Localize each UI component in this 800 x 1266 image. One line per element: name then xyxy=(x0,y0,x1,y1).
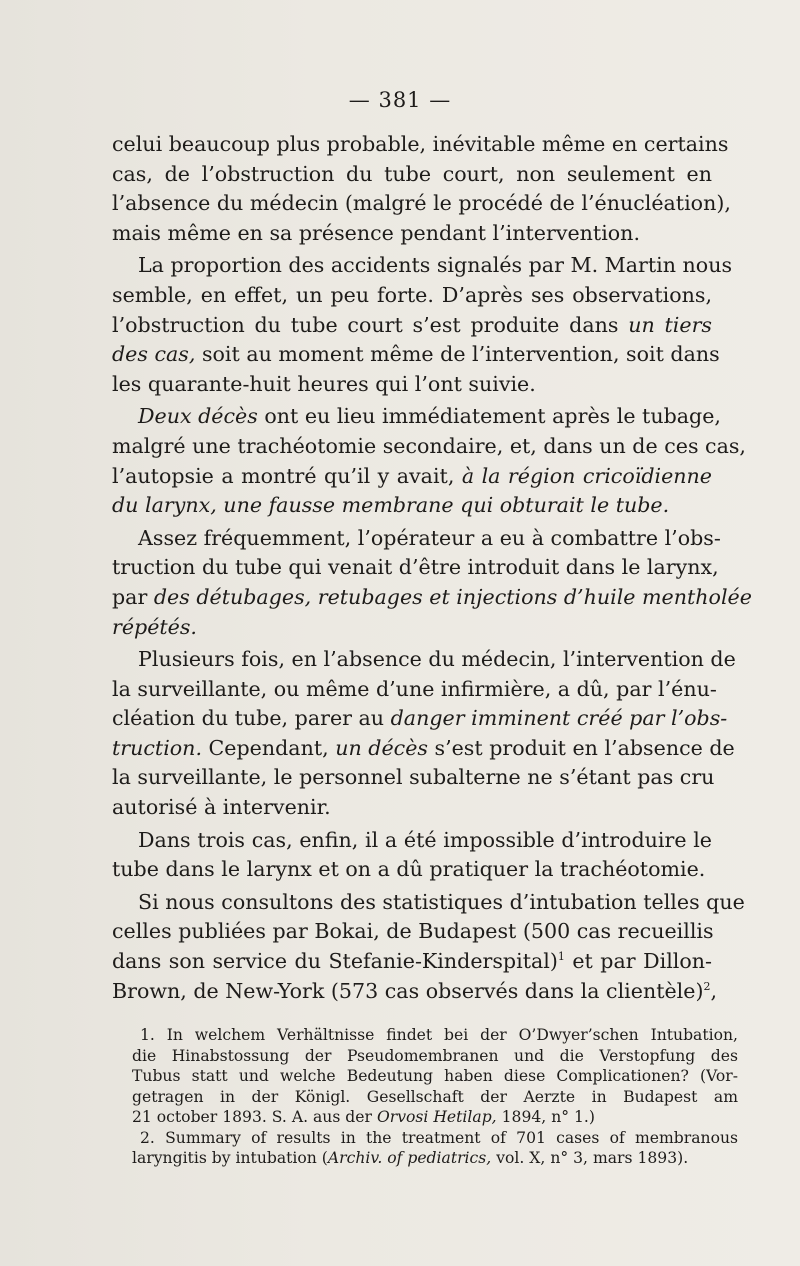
paragraph-7 xyxy=(112,888,745,1006)
text-line: Si nous consultons des statistiques d’intubation telles que xyxy=(138,889,745,914)
footnote-line: 2. Summary of results in the treatment of 701 cases of membranous xyxy=(140,1128,738,1147)
paragraph-4 xyxy=(112,524,752,642)
paragraph-2 xyxy=(112,251,733,399)
text-line: truction du tube qui venait d’être introduit dans le larynx, xyxy=(112,555,719,580)
text-line: celles publiées par Bokai, de Budapest (500 cas recueillis xyxy=(112,919,714,944)
text-line: malgré une trachéotomie secondaire, et, dans un de ces cas, xyxy=(112,433,746,458)
text-line xyxy=(112,340,720,370)
text-line: mais même en sa présence pendant l’intervention. xyxy=(112,220,640,245)
italic-run: truction. xyxy=(112,735,202,760)
text-line: les quarante-huit heures qui l’ont suivie. xyxy=(112,371,536,396)
text-run: l’obstruction du tube court s’est produite dans xyxy=(112,312,619,337)
text-line: Dans trois cas, enfin, il a été impossible d’introduire le xyxy=(138,827,712,852)
text-line xyxy=(112,311,712,341)
footnote-line xyxy=(132,1107,738,1128)
text-run: s’est produit en l’absence de xyxy=(434,735,735,760)
footnote-line xyxy=(132,1148,738,1169)
text-line: autorisé à intervenir. xyxy=(112,795,331,820)
text-line: tube dans le larynx et on a dû pratiquer la trachéotomie. xyxy=(112,857,706,882)
text-run: et par Dillon- xyxy=(572,949,712,974)
text-run: par xyxy=(112,584,148,609)
text-line xyxy=(112,583,752,613)
text-line: La proportion des accidents signalés par M. Martin nous xyxy=(138,253,733,278)
text-run: laryngitis by intubation ( xyxy=(132,1149,328,1167)
footnote-marker: 1 xyxy=(557,950,565,964)
text-line: Assez fréquemment, l’opérateur a eu à combattre l’obs- xyxy=(138,525,721,550)
text-line xyxy=(112,977,718,1007)
text-run: soit au moment même de l’intervention, soit dans xyxy=(201,342,720,367)
text-line: l’absence du médecin (malgré le procédé de l’énucléation), xyxy=(112,191,731,216)
footnote-2 xyxy=(132,1128,738,1169)
footnote-line: 1. In welchem Verhältnisse findet bei der O’Dwyer’schen Intubation, xyxy=(140,1026,738,1044)
text-run: l’autopsie a montré qu’il y avait, xyxy=(112,463,455,488)
italic-run: Orvosi Hetilap, xyxy=(376,1108,497,1126)
text-line: Plusieurs fois, en l’absence du médecin, l’intervention de xyxy=(138,647,736,672)
italic-run: à la région cricoïdienne xyxy=(461,463,712,488)
text-line xyxy=(112,613,712,643)
italic-run: des cas, xyxy=(112,342,196,367)
text-run: Cependant, xyxy=(208,735,329,760)
italic-run: un décès xyxy=(335,735,428,760)
footnote-line: Tubus statt und welche Bedeutung haben diese Complicationen? (Vor- xyxy=(132,1067,738,1085)
text-line xyxy=(112,491,712,521)
text-line: la surveillante, ou même d’une infirmière, a dû, par l’énu- xyxy=(112,676,717,701)
italic-run: des détubages, retubages et injections d’huile mentholée xyxy=(153,584,752,609)
paragraph-1 xyxy=(112,130,731,248)
text-line xyxy=(112,704,728,734)
paragraph-3 xyxy=(112,402,746,520)
italic-run: du larynx, une fausse membrane qui obturait le tube. xyxy=(112,493,670,518)
text-line: cas, de l’obstruction du tube court, non seulement en xyxy=(112,161,712,186)
paragraph-5 xyxy=(112,645,736,823)
italic-run: danger imminent créé par l’obs- xyxy=(390,706,728,731)
italic-run: un tiers xyxy=(628,312,712,337)
text-run: vol. X, n° 3, mars 1893). xyxy=(496,1149,689,1167)
footnote-line: getragen in der Königl. Gesellschaft der Aerzte in Budapest am xyxy=(132,1087,738,1106)
text-run: , xyxy=(710,978,718,1003)
text-run: 1894, n° 1.) xyxy=(501,1108,595,1126)
text-run: ont eu lieu immédiatement après le tubage, xyxy=(264,404,721,429)
text-line xyxy=(112,462,712,492)
text-line: semble, en effet, un peu forte. D’après ses observations, xyxy=(112,282,712,307)
footnote-marker: 2 xyxy=(703,979,711,993)
italic-run: répétés. xyxy=(112,614,197,639)
italic-run: Deux décès xyxy=(138,404,258,429)
text-run: Brown, de New-York (573 cas observés dans la clientèle) xyxy=(112,978,704,1003)
text-line xyxy=(112,947,712,977)
footnote-1 xyxy=(132,1025,738,1128)
text-line: la surveillante, le personnel subalterne ne s’étant pas cru xyxy=(112,765,715,790)
text-line: celui beaucoup plus probable, inévitable même en certains xyxy=(112,132,729,156)
text-run: cléation du tube, parer au xyxy=(112,706,385,731)
page-number: — 381 — xyxy=(348,88,452,112)
body-text xyxy=(112,130,752,1009)
footnote-line: die Hinabstossung der Pseudomembranen und die Verstopfung des xyxy=(132,1046,738,1065)
text-run: 21 october 1893. S. A. aus der xyxy=(132,1108,372,1126)
italic-run: Archiv. of pediatrics, xyxy=(327,1149,492,1167)
text-line xyxy=(112,734,735,764)
text-line xyxy=(112,402,721,432)
footnotes xyxy=(132,1025,738,1169)
text-run: dans son service du Stefanie-Kinderspital) xyxy=(112,949,558,974)
paragraph-6 xyxy=(112,826,712,885)
